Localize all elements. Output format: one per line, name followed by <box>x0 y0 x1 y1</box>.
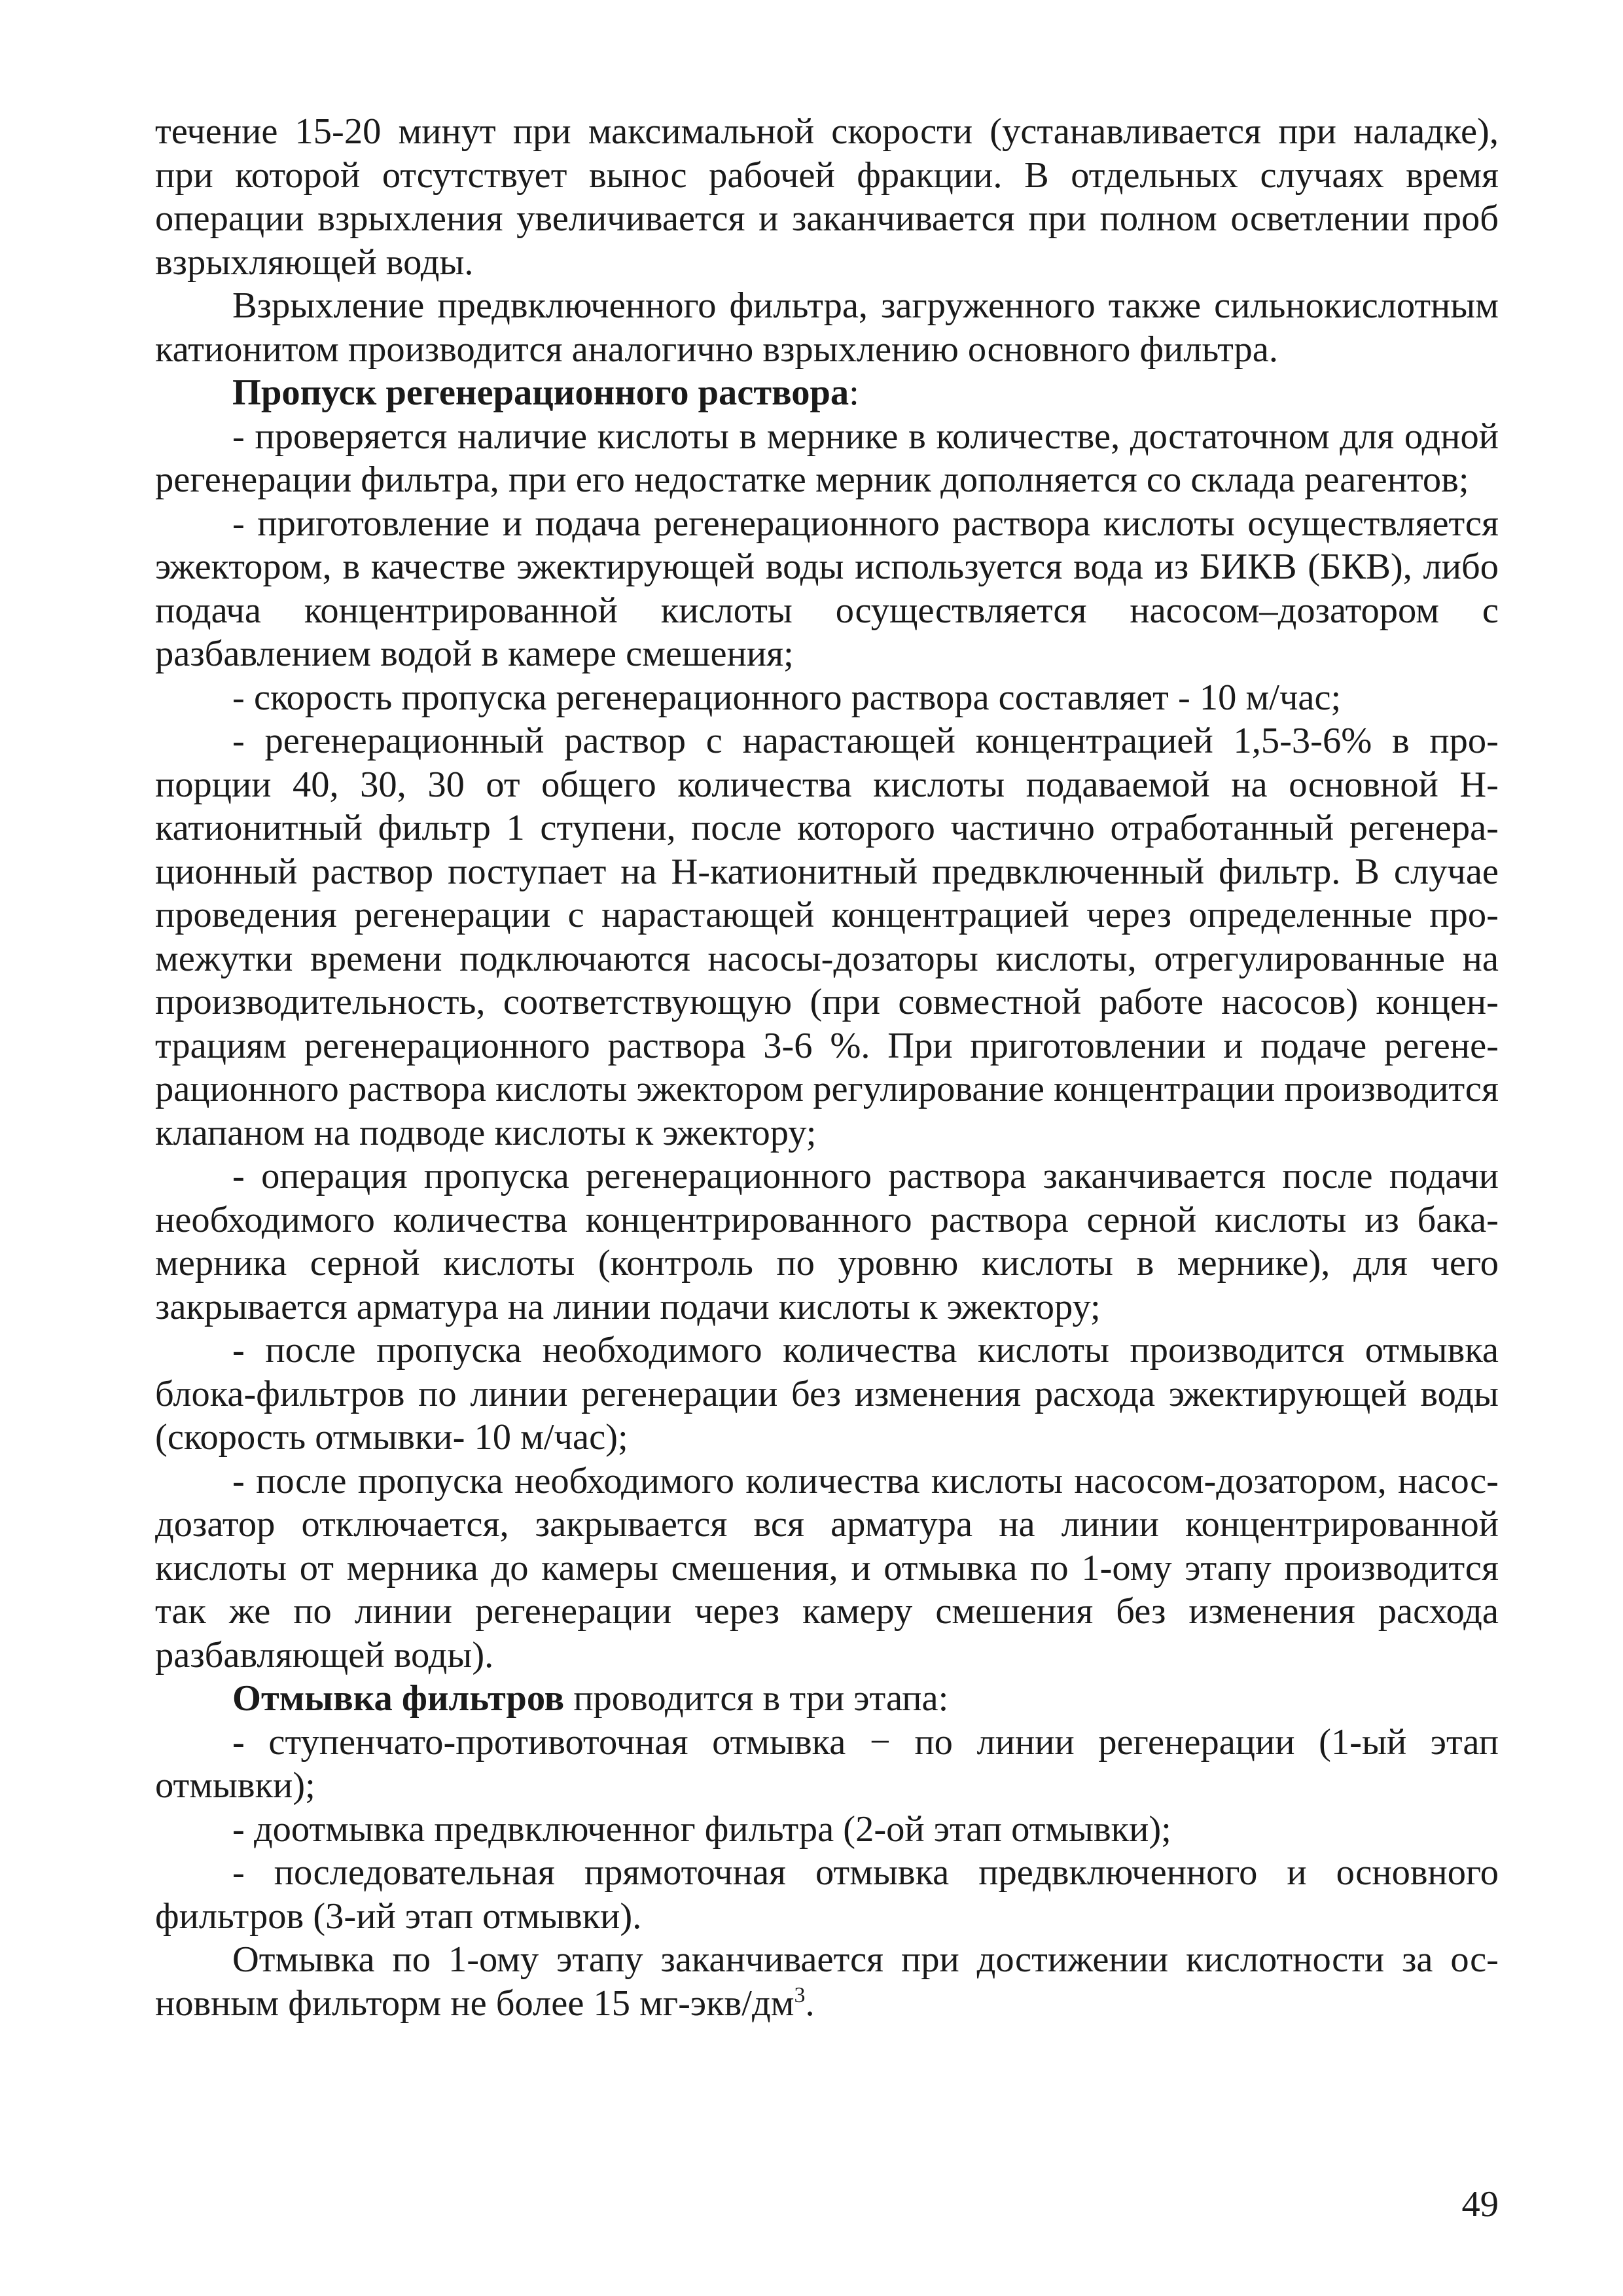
section-heading-washing <box>155 1677 1499 1721</box>
list-item-ejector-preparation: - приготовление и подача регенерационного раствора кислоты осуществляется эжектором, в качестве эжектирующей воды используется вода из БИКВ (БКВ), либо подача концентрированной кислоты осуществляется насосом–дозатором с разбавлением водой в камере смешения; <box>155 503 1499 674</box>
list-item-block-wash: - после пропуска необходимого количества кислоты производится отмывка блока-фильтров по линии регенерации без изменения расхода эжектирующей воды (скорость отмывки- 10 м/час); <box>155 1330 1499 1458</box>
heading-washing-title: Отмывка фильтров <box>232 1678 565 1719</box>
heading-regeneration-title: Пропуск регенерационного раствора <box>232 372 849 413</box>
paragraph-wash-completion <box>155 1938 1499 2025</box>
list-item-pump-shutdown: - после пропуска необходимого количества кислоты насосом-дозатором, насос-дозатор отключается, закрывается вся арматура на линии концентрированной кислоты от мерника до камеры смешения, и отмывка по 1-ому этапу производится так же по линии регенерации через камеру смешения без изменения расхода разбавляющей воды). <box>155 1460 1499 1676</box>
list-item-operation-end: - операция пропуска регенерационного раствора заканчивается после подачи необходимого количества концентрированного раствора серной кислоты из бака-мерника серной кислоты (контроль по уровню кислоты в мернике), для чего закрывается арматура на линии подачи кислоты к эжектору; <box>155 1156 1499 1327</box>
unit-superscript: 3 <box>794 1982 806 2007</box>
list-item-rising-concentration: - регенерационный раствор с нарастающей концентрацией 1,5-3-6% в пропорции 40, 30, 30 от общего количества кислоты подаваемой на основной Н-катионитный фильтр 1 ступени, после которого частично отработанный регенерационный раствор поступает на Н-катионитный предвключенный фильтр. В случае проведения регенерации с нарастающей концентрацией через определенные промежутки времени подключаются насосы-дозаторы кислоты, отрегулированные на производительность, соответствующую (при совместной работе насосов) концентрациям регенерационного раствора 3-6 %. При приготовлении и подаче регенерационного раствора кислоты эжектором регулирование концентрации производится клапаном на подводе кислоты к эжектору; <box>155 721 1499 1153</box>
list-item-wash-stage-1: - ступенчато-противоточная отмывка − по линии регенерации (1-ый этап отмывки); <box>155 1721 1499 1806</box>
page-body <box>155 110 1499 2025</box>
paragraph-loosening-time: течение 15-20 минут при максимальной скорости (устанавливается при наладке), при которой отсутствует вынос рабочей фракции. В отдельных случаях время операции взрыхления увеличивается и заканчивается при полном осветлении проб взрыхляющей воды. <box>155 111 1499 283</box>
heading-regeneration-colon: : <box>849 372 859 413</box>
list-item-wash-stage-3: - последовательная прямоточная отмывка предвключенного и основного фильтров (3-ий этап отмывки). <box>155 1852 1499 1937</box>
list-item-acid-check: - проверяется наличие кислоты в мернике в количестве, достаточном для одной регенерации фильтра, при его недостатке мерник дополняется со склада реагентов; <box>155 416 1499 500</box>
page-number: 49 <box>1461 2184 1499 2225</box>
list-item-wash-stage-2: - доотмывка предвключенног фильтра (2-ой этап отмывки); <box>232 1808 1171 1850</box>
heading-washing-suffix: проводится в три этапа: <box>564 1678 949 1719</box>
paragraph-prefilter-loosening: Взрыхление предвключенного фильтра, загруженного также сильнокислотным катионитом производится аналогично взрыхлению основного фильтра. <box>155 285 1499 370</box>
wash-completion-period: . <box>805 1982 815 2024</box>
wash-completion-text: Отмывка по 1-ому этапу заканчивается при достижении кислотности за основным фильторм не более 15 мг-экв/дм <box>155 1939 1499 2024</box>
list-item-flow-speed: - скорость пропуска регенерационного раствора составляет - 10 м/час; <box>232 677 1342 718</box>
section-heading-regeneration <box>155 371 1499 415</box>
